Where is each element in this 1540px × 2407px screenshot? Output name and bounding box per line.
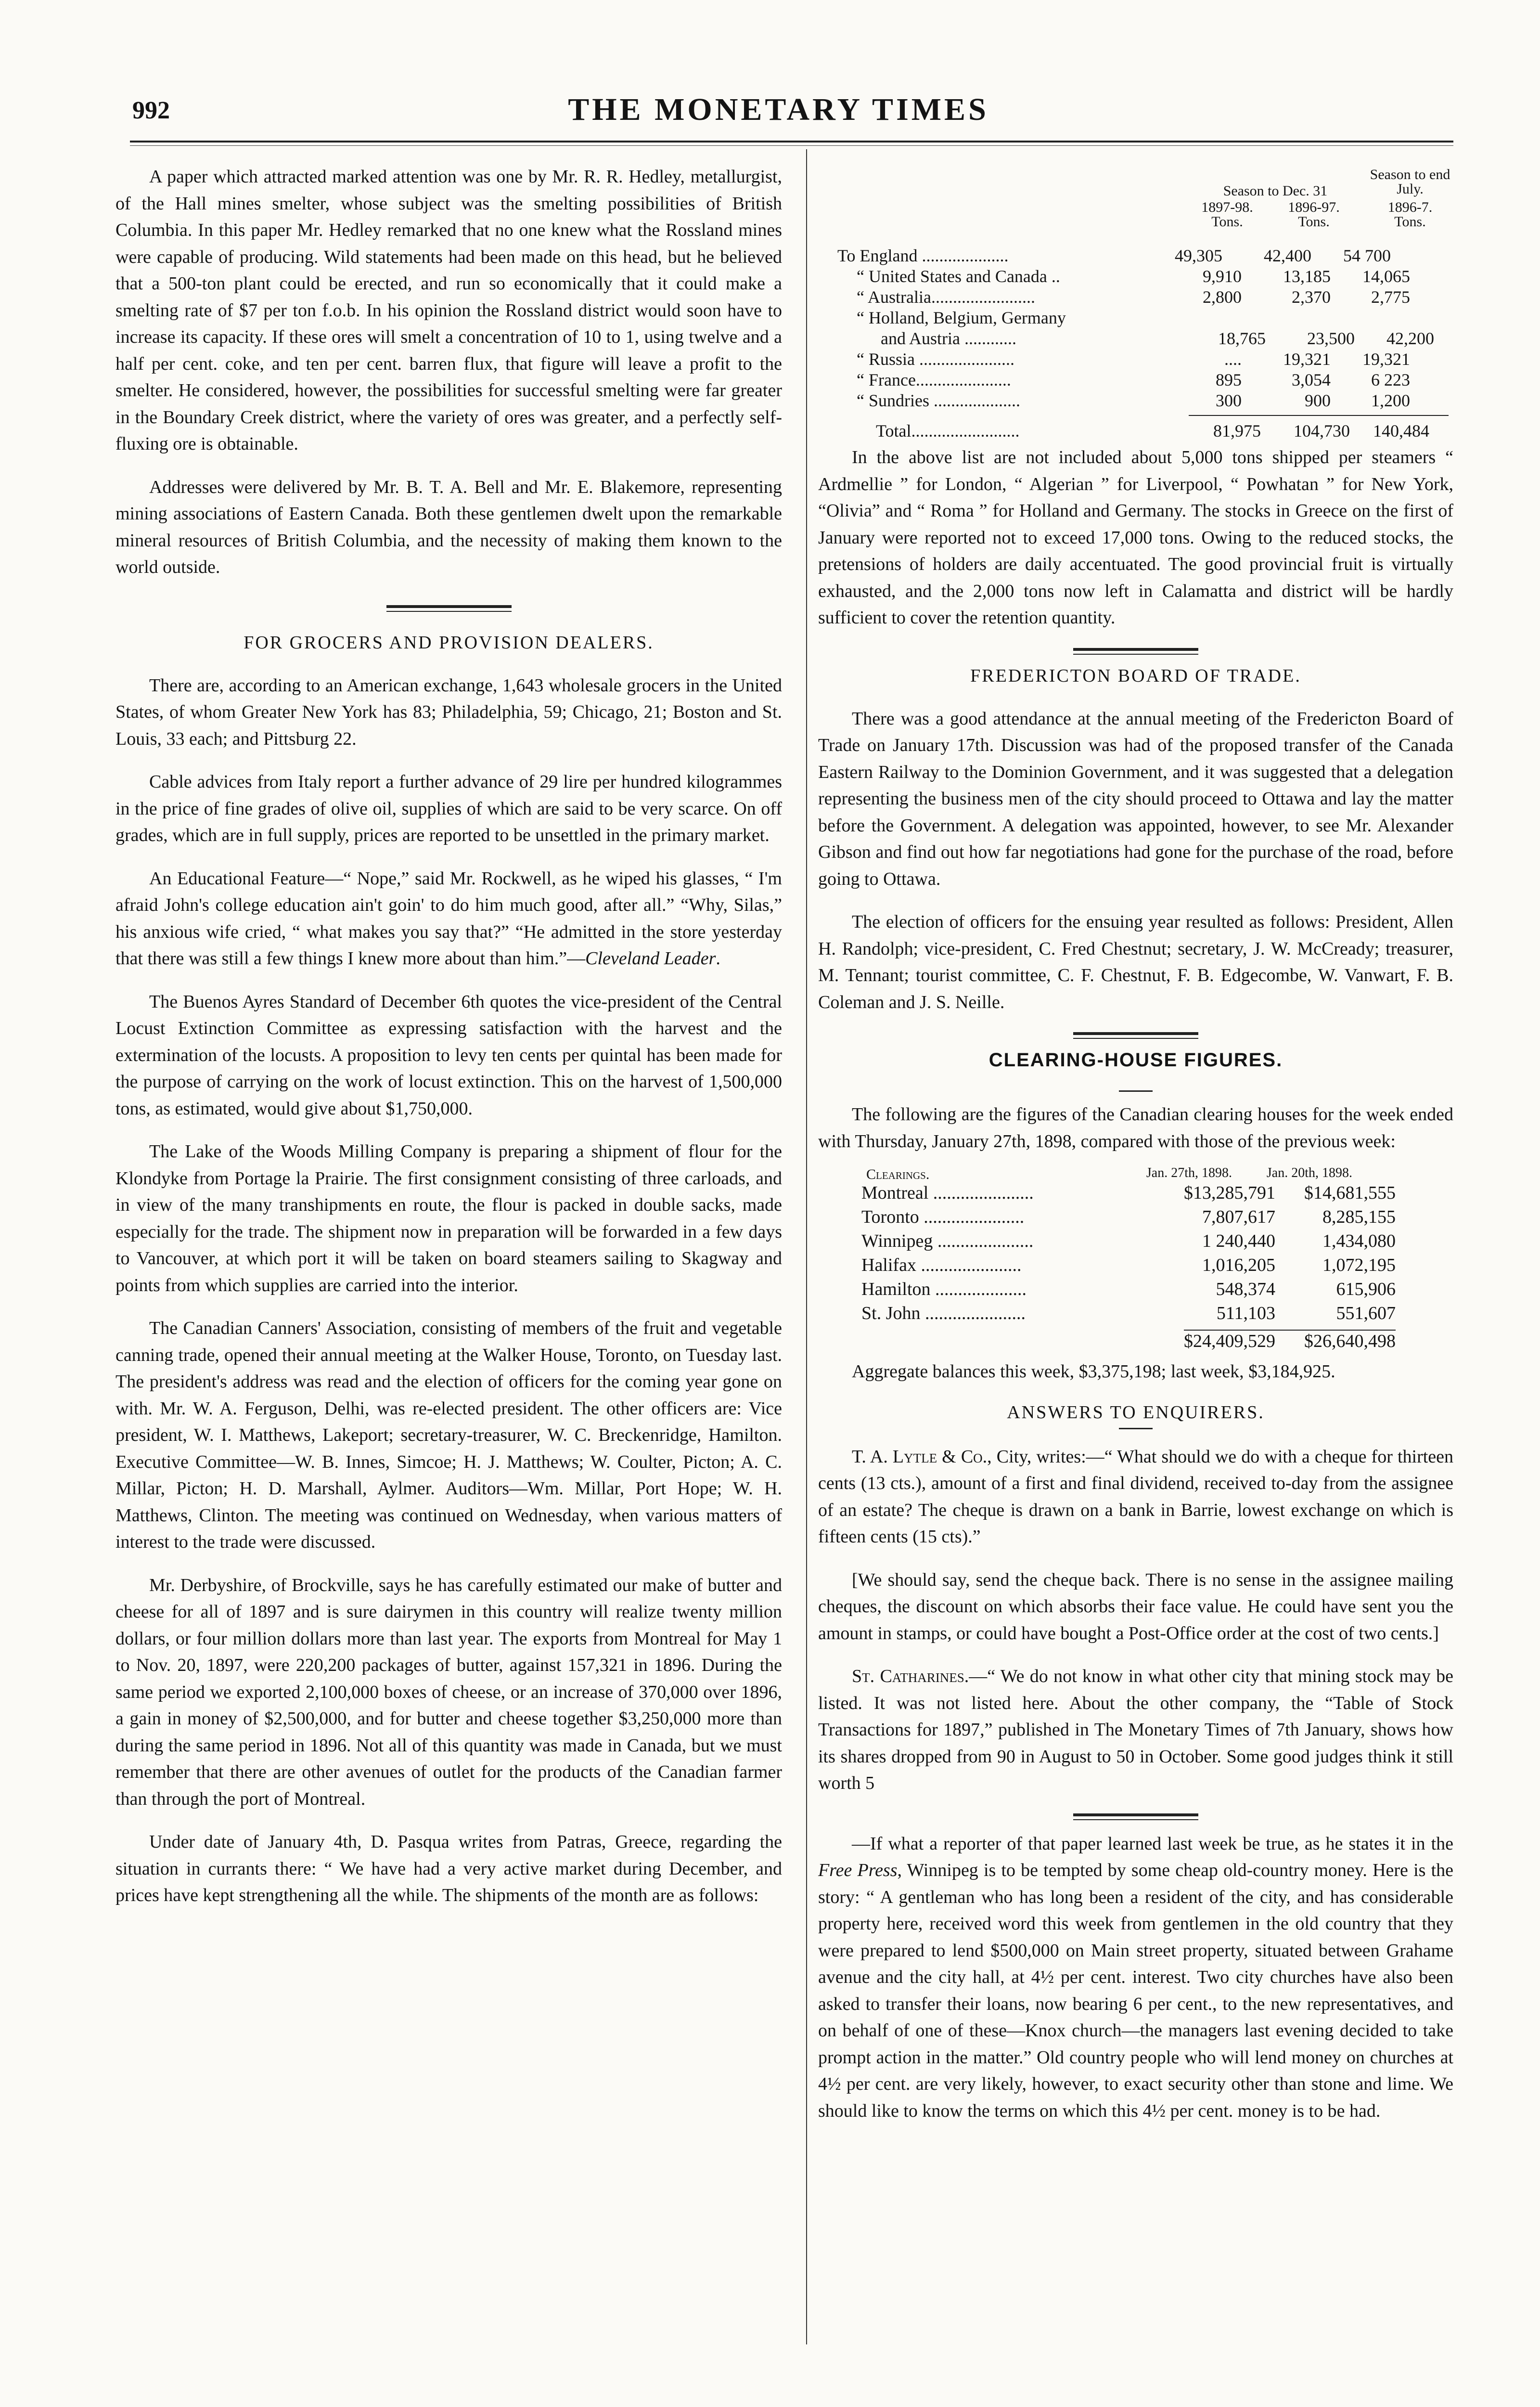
shipment-destination: “ Australia........................ — [857, 287, 1035, 307]
clearings-row — [818, 1255, 1453, 1279]
paragraph-fredericton-meeting: There was a good attendance at the annual meeting of the Fredericton Board of Trade on January 17th. Discussion was had of the proposed transfer of the Canada Eastern Railway to the Dominion Government, and it was suggested that a delegation representing the business men of the city should proceed to Ottawa and lay the matter before the Government. A delegation was appointed, however, to see Mr. Alexander Gibson and find out how far negotiations had gone for the purchase of the road, before going to Ottawa. — [818, 708, 1453, 889]
paragraph-addresses: Addresses were delivered by Mr. B. T. A. Bell and Mr. E. Blakemore, representing mining associations of Eastern Canada. Both these gentlemen dwelt upon the remarkable mineral resources of British Columbia, and the necessity of making them known to the world outside. — [116, 477, 782, 577]
shipments-row — [818, 390, 1453, 411]
masthead-title: THE MONETARY TIMES — [568, 92, 989, 127]
heading-enquirers: ANSWERS TO ENQUIRERS. — [1007, 1402, 1265, 1423]
total-v2: 104,730 — [1294, 421, 1350, 440]
paragraph-fredericton-officers: The election of officers for the ensuing year resulted as follows: President, Allen H. Randolph; vice-president, C. Fred Chestnut; secretary, J. W. McCready; treasurer, M. Tennant; tourist committee, C. F. Chestnut, F. B. Edgecombe, W. Vanwart, F. B. Coleman and J. S. Neille. — [818, 912, 1453, 1012]
clearing-previous-week: $14,681,555 — [1304, 1183, 1396, 1203]
shipments-table — [818, 164, 1453, 441]
page-header — [103, 91, 1453, 130]
shipment-destination: “ Holland, Belgium, Germany — [857, 308, 1066, 327]
section-divider — [386, 605, 512, 608]
clearing-current-week: 7,807,617 — [1202, 1207, 1275, 1227]
shipment-1897-98: 49,305 — [1175, 246, 1222, 265]
heading-underline — [1119, 1428, 1153, 1429]
clearing-previous-week: 8,285,155 — [1322, 1207, 1396, 1227]
clearing-current-week: 548,374 — [1216, 1279, 1275, 1299]
clearings-total-row — [818, 1331, 1453, 1355]
shipment-1897-98: 18,765 — [1218, 329, 1266, 348]
paragraph-clearing-intro: The following are the figures of the Canadian clearing houses for the week ended with Thursday, January 27th, 1898, compared with those of the previous week: — [818, 1104, 1453, 1152]
col3-year: 1896-7. — [1387, 199, 1433, 215]
clearing-previous-week: 615,906 — [1336, 1279, 1396, 1299]
clearings-total-b: $26,640,498 — [1304, 1331, 1396, 1351]
shipment-season-end: 42,200 — [1386, 329, 1434, 348]
clearing-current-week: 511,103 — [1216, 1303, 1275, 1323]
shipment-destination: “ Russia ...................... — [857, 349, 1014, 369]
clearings-row — [818, 1230, 1453, 1255]
shipments-row — [818, 287, 1453, 308]
heading-fredericton: FREDERICTON BOARD OF TRADE. — [970, 665, 1301, 686]
st-catharines-name: St. Catharines. — [852, 1666, 969, 1686]
shipment-1897-98: 300 — [1216, 391, 1242, 410]
col3-unit: Tons. — [1394, 214, 1426, 230]
paragraph-olive-oil: Cable advices from Italy report a further advance of 29 lire per hundred kilogrammes in the price of fine grades of olive oil, supplies of which are said to be very scarce. On off grades, which are in full supply, prices are reported to be unsettled in the primary market. — [116, 772, 782, 845]
shipment-season-end: 19,321 — [1362, 349, 1410, 369]
left-column — [116, 164, 782, 1909]
paragraph-wholesale-grocers: There are, according to an American exchange, 1,643 wholesale grocers in the United States, of whom Greater New York has 83; Philadelphia, 59; Chicago, 21; Boston and St. Louis, 33 each; and Pittsburg 22. — [116, 675, 782, 749]
shipment-destination: and Austria ............ — [881, 329, 1016, 348]
clearings-col-b: Jan. 20th, 1898. — [1266, 1165, 1352, 1180]
clearings-header — [818, 1161, 1453, 1182]
page-number: 992 — [132, 97, 170, 124]
heading-clearing-house: CLEARING-HOUSE FIGURES. — [988, 1049, 1283, 1071]
clearings-rows — [818, 1182, 1453, 1327]
clearing-city: Hamilton .................... — [861, 1279, 1027, 1299]
shipment-season-end: 54 700 — [1343, 246, 1391, 265]
shipments-header — [818, 164, 1453, 246]
col2-year: 1896-97. — [1288, 199, 1340, 215]
clearings-row — [818, 1279, 1453, 1303]
total-label: Total......................... — [876, 421, 1020, 440]
clearing-current-week: 1,016,205 — [1202, 1255, 1275, 1275]
paragraph-answer: [We should say, send the cheque back. There is no sense in the assignee mailing cheques, the discount on which absorbs their face value. He could have sent you the amount in stamps, or could have bought a Post-Office order at the cost of two cents.] — [818, 1569, 1453, 1643]
shipment-1897-98: .... — [1224, 349, 1242, 369]
section-divider — [1073, 1813, 1198, 1816]
shipments-total-row — [818, 421, 1453, 441]
shipment-destination: “ Sundries .................... — [857, 391, 1020, 410]
shipment-season-end: 14,065 — [1362, 267, 1410, 286]
clearing-city: St. John ...................... — [861, 1303, 1026, 1323]
shipments-row — [818, 328, 1453, 349]
shipment-1897-98: 2,800 — [1203, 287, 1242, 307]
winnipeg-end: , Winnipeg is to be tempted by some cheap old-country money. Here is the story: “ A gentleman who has long been a resident of the city, and has considerable property here, received word this week from gentlemen in the old country that they were prepared to lend $500,000 on Main street property, situated between Grahame avenue and the city hall, at 4½ per cent. interest. Two city churches have also been asked to transfer their loans, now bearing 6 per cent., to the new representatives, and on behalf of one of these—Knox church—the managers last evening decided to take prompt action in the matter.” Old country people who will lend money on churches at 4½ per cent. are very likely, however, to exact security other than stone and lime. We should like to know the terms on which this 4½ per cent. money is to be had. — [818, 1860, 1453, 2121]
clearings-total-a: $24,409,529 — [1184, 1331, 1275, 1351]
col1-unit: Tons. — [1211, 214, 1243, 230]
clearing-city: Toronto ...................... — [861, 1207, 1025, 1227]
shipment-season-end: 6 223 — [1371, 370, 1410, 389]
shipments-rows — [818, 246, 1453, 411]
educational-source: Cleveland Leader — [585, 948, 716, 969]
free-press-source: Free Press — [818, 1860, 898, 1880]
educational-text: An Educational Feature—“ Nope,” said Mr. Rockwell, as he wiped his glasses, “ I'm afraid John's college education ain't goin' to do him much good, after all.” “Why, Silas,” his anxious wife cried, “ what makes you say that?” “He admitted in the store yesterday that there was still a few things I knew more about than him.”— — [116, 868, 782, 969]
shipment-destination: “ France...................... — [857, 370, 1011, 389]
shipment-1896-97: 2,370 — [1292, 287, 1331, 307]
clearing-previous-week: 551,607 — [1336, 1303, 1396, 1323]
section-divider — [1073, 1032, 1198, 1035]
shipment-1896-97: 42,400 — [1264, 246, 1311, 265]
heading-underline — [1119, 1090, 1153, 1092]
heading-grocers: FOR GROCERS AND PROVISION DEALERS. — [244, 632, 654, 653]
column-divider — [806, 149, 807, 2344]
header-rule — [130, 141, 1453, 142]
paragraph-educational-feature: An Educational Feature—“ Nope,” said Mr. Rockwell, as he wiped his glasses, “ I'm afraid John's college education ain't goin' to do him much good, after all.” “Why, Silas,” his anxious wife cried, “ what makes you say that?” “He admitted in the store yesterday that there was still a few things I knew more about than him.”—Cleveland Leader. — [116, 868, 782, 969]
paragraph-aggregate: Aggregate balances this week, $3,375,198; last week, $3,184,925. — [852, 1361, 1335, 1382]
clearings-col-a: Jan. 27th, 1898. — [1146, 1165, 1232, 1180]
clearing-current-week: 1 240,440 — [1202, 1231, 1275, 1251]
winnipeg-start: —If what a reporter of that paper learned last week be true, as he states it in the — [852, 1833, 1453, 1854]
clearing-previous-week: 1,434,080 — [1322, 1231, 1396, 1251]
shipments-row — [818, 370, 1453, 390]
shipment-1896-97: 23,500 — [1307, 329, 1355, 348]
shipment-destination: “ United States and Canada .. — [857, 267, 1060, 286]
paragraph-shipments-note: In the above list are not included about 5,000 tons shipped per steamers “ Ardmellie ” for London, “ Algerian ” for Liverpool, “ Powhatan ” for New York, “Olivia” and “ Roma ” for Holland and Germany. The stocks in Greece on the first of January were reported not to exceed 17,000 tons. Owing to the reduced stocks, the pretensions of holders are daily accentuated. The good provincial fruit is virtually exhausted, and the 2,000 tons now left in Calamatta and district will be hardly sufficient to cover the retention quantity. — [818, 447, 1453, 628]
shipments-row — [818, 266, 1453, 287]
paragraph-winnipeg — [818, 1831, 1453, 2125]
clearings-row — [818, 1206, 1453, 1230]
shipments-total-rule — [1189, 415, 1449, 416]
season-label: Season to Dec. 31 — [1223, 183, 1328, 199]
paragraph-milling-company: The Lake of the Woods Milling Company is preparing a shipment of flour for the Klondyke from Portage la Prairie. The first consignment consisting of three carloads, and in view of the many transhipments en route, the flour is packed in double sacks, made especially for the trade. The shipment now in preparation will be forwarded in a few days to Vancouver, at which port it will be taken on board steamers sailing to Skagway and points from which supplies are carried into the interior. — [116, 1141, 782, 1295]
shipments-row — [818, 349, 1453, 370]
shipment-season-end: 1,200 — [1371, 391, 1410, 410]
paragraph-canners: The Canadian Canners' Association, consisting of members of the fruit and vegetable canning trade, opened their annual meeting at the Walker House, Toronto, on Tuesday last. The president's address was read and the election of officers for the coming year gone on with. Mr. W. A. Ferguson, Delhi, was re-elected president. The other officers are: Vice president, W. I. Matthews, Lakeport; secretary-treasurer, W. C. Breckenridge, Hamilton. Executive Committee—W. B. Innes, Simcoe; H. J. Matthews; W. Coulter, Picton; A. C. Millar, Picton; H. D. Marshall, Aylmer. Auditors—Wm. Millar, Port Hope; W. H. Matthews, Clinton. The meeting was continued on Wednesday, when various matters of interest to the trade were discussed. — [116, 1318, 782, 1552]
lytle-name: T. A. Lytle & Co. — [852, 1446, 988, 1467]
paragraph-locusts: The Buenos Ayres Standard of December 6th quotes the vice-president of the Central Locust Extinction Committee as expressing satisfaction with the harvest and the extermination of the locusts. A proposition to levy ten cents per quintal has been made for the purpose of carrying on the work of locust extinction. This on the harvest of 1,500,000 tons, as estimated, would give about $1,750,000. — [116, 991, 782, 1119]
shipment-1896-97: 3,054 — [1292, 370, 1331, 389]
shipment-destination: To England .................... — [837, 246, 1009, 265]
shipment-1896-97: 13,185 — [1283, 267, 1331, 286]
clearing-previous-week: 1,072,195 — [1322, 1255, 1396, 1275]
clearing-city: Winnipeg ..................... — [861, 1231, 1034, 1251]
clearings-row — [818, 1182, 1453, 1206]
shipment-1896-97: 900 — [1305, 391, 1331, 410]
shipment-1897-98: 895 — [1216, 370, 1242, 389]
shipment-season-end: 2,775 — [1371, 287, 1410, 307]
paragraph-butter-cheese: Mr. Derbyshire, of Brockville, says he has carefully estimated our make of butter and cheese for all of 1897 and is sure dairymen in this country will realize twenty million dollars, or four million dollars more than last year. The exports from Montreal for May 1 to Nov. 20, 1897, were 220,200 packages of butter, against 157,321 in 1896. During the same period we exported 2,100,000 boxes of cheese, or an increase of 370,000 over 1896, a gain in money of $2,500,000, and for butter and cheese together $3,250,000 more than during the same period in 1896. Not all of this quantity was made in Canada, but we must remember that there are other avenues of outlet for the products of the Canadian farmer than through the port of Montreal. — [116, 1575, 782, 1809]
clearings-row — [818, 1303, 1453, 1327]
col1-year: 1897-98. — [1201, 199, 1253, 215]
clearing-current-week: $13,285,791 — [1184, 1183, 1275, 1203]
paragraph-patras: Under date of January 4th, D. Pasqua writes from Patras, Greece, regarding the situation in currants there: “ We have had a very active market during December, and prices have kept strengthening all the while. The shipments of the month are as follows: — [116, 1832, 782, 1905]
clearing-city: Montreal ...................... — [861, 1183, 1034, 1203]
total-v3: 140,484 — [1373, 421, 1429, 440]
col2-unit: Tons. — [1298, 214, 1330, 230]
shipments-row — [818, 246, 1453, 266]
paragraph-st-catharines — [818, 1663, 1453, 1797]
section-divider — [1073, 648, 1198, 651]
shipments-row — [818, 308, 1453, 328]
shipment-1897-98: 9,910 — [1203, 267, 1242, 286]
lytle-text: , City, writes:—“ What should we do with a cheque for thirteen cents (13 cts.), amount of a first and final dividend, received to-day from the assignee of an estate? The cheque is drawn on a bank in Barrie, lowest exchange on which is fifteen cents (15 cts).” — [818, 1446, 1454, 1547]
total-v1: 81,975 — [1213, 421, 1261, 440]
paragraph-lytle — [818, 1444, 1453, 1551]
paragraph-hedley: A paper which attracted marked attention was one by Mr. R. R. Hedley, metallurgist, of the Hall mines smelter, whose subject was the smelting possibilities of British Columbia. In this paper Mr. Hedley remarked that no one knew what the Rossland mines were capable of producing. Wild statements had been made on this head, but he believed that a 500-ton plant could be erected, and run so economically that it could make a smelting rate of $7 per ton f.o.b. In his opinion the Rossland district would soon have to increase its capacity. If these ores will smelt a concentration of 10 to 1, using twelve and a half per cent. coke, and ten per cent. barren flux, that figure will leave a profit to the smelter. He considered, however, the possibilities for successful smelting were far greater in the Boundary Creek district, where the variety of ores was greater, and a perfectly self-fluxing ore is obtainable. — [116, 167, 782, 454]
right-column — [818, 164, 1453, 2124]
clearings-table — [818, 1161, 1453, 1355]
clearing-city: Halifax ...................... — [861, 1255, 1022, 1275]
st-catharines-text: —“ We do not know in what other city that mining stock may be listed. It was not listed here. About the other company, the “Table of Stock Transactions for 1897,” published in The Monetary Times of 7th January, shows how its shares dropped from 90 in August to 50 in October. Some good judges think it still worth 5 — [818, 1666, 1453, 1793]
header-rule-thin — [130, 145, 1453, 146]
shipment-1896-97: 19,321 — [1283, 349, 1331, 369]
clearings-label: Clearings. — [866, 1166, 930, 1182]
col3-label: Season to end July. — [1370, 167, 1450, 197]
